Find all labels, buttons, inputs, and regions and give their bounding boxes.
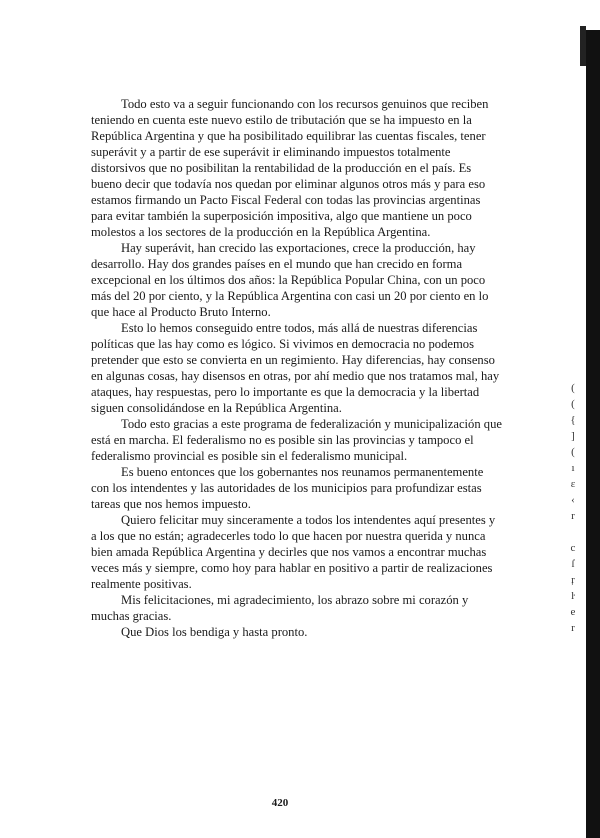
paragraph-5: Es bueno entonces que los gobernantes nos reunamos permanentemente con los intendentes y las autoridades de los municipios para profundizar estas tareas que nos hemos impuesto. [91,465,484,511]
paragraph-1: Todo esto va a seguir funcionando con los recursos genuinos que reciben teniendo en cuenta este nuevo estilo de tributación que se ha impuesto en la República Argentina y que ha posibilitado equilibrar las cuentas fiscales, tener superávit y a partir de ese superávit ir eliminando impuestos totalmente distorsivos que no posibilitan la rentabilidad de la producción en el país. Es bueno decir que todavía nos quedan por eliminar algunos otros más y para eso estamos firmando un Pacto Fiscal Federal con todas las provincias argentinas para evitar también la superposición impositiva, algo que mantiene un poco molestos a los sectores de la producción en la República Argentina. [91,97,489,239]
body-text [91,96,503,640]
bleed-char: ɛ [570,478,576,490]
bleed-char: ( [571,398,575,410]
bleed-char: r [571,510,575,522]
page-edge-shadow [586,30,600,838]
bleed-char: ( [571,382,575,394]
page-number: 420 [271,797,289,809]
paragraph-6: Quiero felicitar muy sinceramente a todos los intendentes aquí presentes y a los que no están; agradecerles todo lo que hacen por nuestra querida y nunca bien amada República Argentina y decirles que nos vamos a encontrar muchas veces más y siempre, como hoy para hablar en positivo a partir de realizaciones realmente positivas. [91,513,496,591]
margin-bleed-through [564,380,582,636]
paragraph-7: Mis felicitaciones, mi agradecimiento, los abrazo sobre mi corazón y muchas gracias. [91,593,469,623]
bleed-char: ŗ [571,574,575,586]
bleed-char: ı [571,462,575,474]
bleed-char: e [570,606,576,618]
bleed-char: ( [571,446,575,458]
bleed-char: ‹ [571,494,575,506]
paragraph-2: Hay superávit, han crecido las exportaciones, crece la producción, hay desarrollo. Hay dos grandes países en el mundo que han crecido en forma excepcional en los últimos dos años: la República Popular China, con un poco más del 20 por ciento, y la República Argentina con casi un 20 por ciento en lo que hace al Producto Bruto Interno. [91,241,489,319]
bleed-char: ŀ [571,590,575,602]
paragraph-8: Que Dios los bendiga y hasta pronto. [121,625,308,639]
bleed-char: { [570,414,576,426]
bleed-char [564,524,582,540]
bleed-char: ſ [571,558,575,570]
bleed-char: ] [571,430,575,442]
bleed-char: r [571,622,575,634]
paragraph-4: Todo esto gracias a este programa de federalización y municipalización que está en marcha. El federalismo no es posible sin las provincias y tampoco el federalismo provincial es posible sin el federalismo municipal. [91,417,502,463]
paragraph-3: Esto lo hemos conseguido entre todos, más allá de nuestras diferencias políticas que las hay como es lógico. Si vivimos en democracia no podemos pretender que esto se convierta en un regimiento. Hay diferencias, hay consenso en algunas cosas, hay disensos en otras, por ahí medio que nos tratamos mal, hay ataques, hay respuestas, pero lo importante es que la democracia y la libertad siguen consolidándose en la República Argentina. [91,321,500,415]
bleed-char: c [570,542,576,554]
